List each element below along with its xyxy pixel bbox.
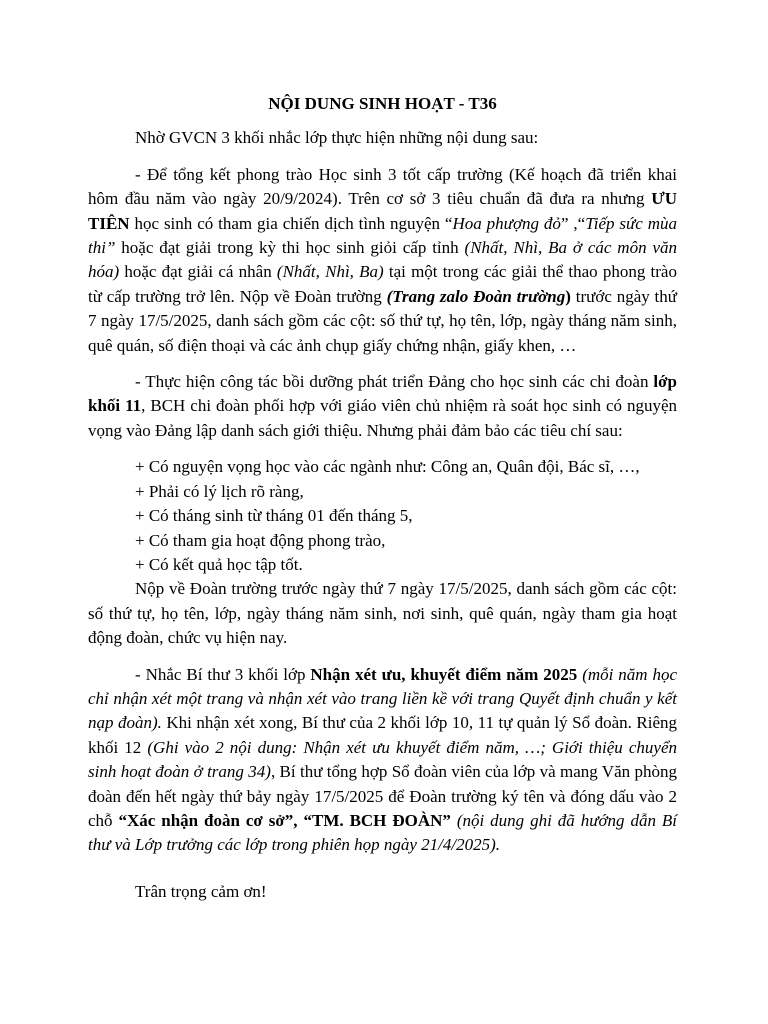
list-item: + Có nguyện vọng học vào các ngành như: Công an, Quân đội, Bác sĩ, …, bbox=[135, 457, 640, 477]
section-hoc-sinh-3-tot: - Để tổng kết phong trào Học sinh 3 tốt cấp trường (Kế hoạch đã triển khai hôm đầu năm vào ngày 20/9/2024). Trên cơ sở 3 tiêu chuẩn đã đưa ra nhưng ƯU TIÊN học sinh có tham gia chiến dịch tình nguyện “Hoa phượng đỏ” ,“Tiếp sức mùa thi” hoặc đạt giải trong kỳ thi học sinh giỏi cấp tỉnh (Nhất, Nhì, Ba ở các môn văn hóa) hoặc đạt giải cá nhân (Nhất, Nhì, Ba) tại một trong các giải thể thao phong trào từ cấp trường trở lên. Nộp về Đoàn trường (Trang zalo Đoàn trường) trước ngày thứ 7 ngày 17/5/2025, danh sách gồm các cột: số thứ tự, họ tên, lớp, ngày tháng năm sinh, quê quán, số điện thoại và các ảnh chụp giấy chứng nhận, giấy khen, … bbox=[88, 164, 678, 355]
list-item: + Có tháng sinh từ tháng 01 đến tháng 5, bbox=[135, 506, 413, 526]
intro-paragraph: Nhờ GVCN 3 khối nhắc lớp thực hiện những nội dung sau: bbox=[135, 128, 539, 148]
submit-paragraph: Nộp về Đoàn trường trước ngày thứ 7 ngày 17/5/2025, danh sách gồm các cột: số thứ tự, họ tên, lớp, ngày tháng năm sinh, nơi sinh, quê quán, ngày tham gia hoạt động đoàn, chức vụ hiện nay. bbox=[88, 579, 677, 648]
list-item: + Có tham gia hoạt động phong trào, bbox=[135, 530, 386, 550]
section-phat-trien-dang: - Thực hiện công tác bồi dưỡng phát triển Đảng cho học sinh các chi đoàn lớp khối 11, BCH chi đoàn phối hợp với giáo viên chủ nhiệm rà soát học sinh có nguyện vọng vào Đảng lập danh sách giới thiệu. Nhưng phải đảm bảo các tiêu chí sau: bbox=[88, 372, 677, 440]
closing-line: Trân trọng cảm ơn! bbox=[135, 881, 267, 901]
criteria-list bbox=[88, 455, 677, 577]
section-nhan-xet-so-doan: - Nhắc Bí thư 3 khối lớp Nhận xét ưu, khuyết điểm năm 2025 (mỗi năm học chỉ nhận xét một trang và nhận xét vào trang liền kề với trang Quyết định chuẩn y kết nạp đoàn). Khi nhận xét xong, Bí thư của 2 khối lớp 10, 11 tự quản lý Sổ đoàn. Riêng khối 12 (Ghi vào 2 nội dung: Nhận xét ưu khuyết điểm năm, …; Giới thiệu chuyển sinh hoạt đoàn ở trang 34), Bí thư tổng hợp Sổ đoàn viên của lớp và mang Văn phòng đoàn đến hết ngày thứ bảy ngày 17/5/2025 để Đoàn trường ký tên và đóng dấu vào 2 chỗ “Xác nhận đoàn cơ sở”, “TM. BCH ĐOÀN” (nội dung ghi đã hướng dẫn Bí thư và Lớp trưởng các lớp trong phiên họp ngày 21/4/2025). bbox=[88, 664, 678, 855]
document-title: NỘI DUNG SINH HOẠT - T36 bbox=[268, 94, 497, 113]
list-item: + Phải có lý lịch rõ ràng, bbox=[135, 481, 304, 501]
document-page bbox=[88, 92, 677, 904]
list-item: + Có kết quả học tập tốt. bbox=[135, 554, 303, 574]
